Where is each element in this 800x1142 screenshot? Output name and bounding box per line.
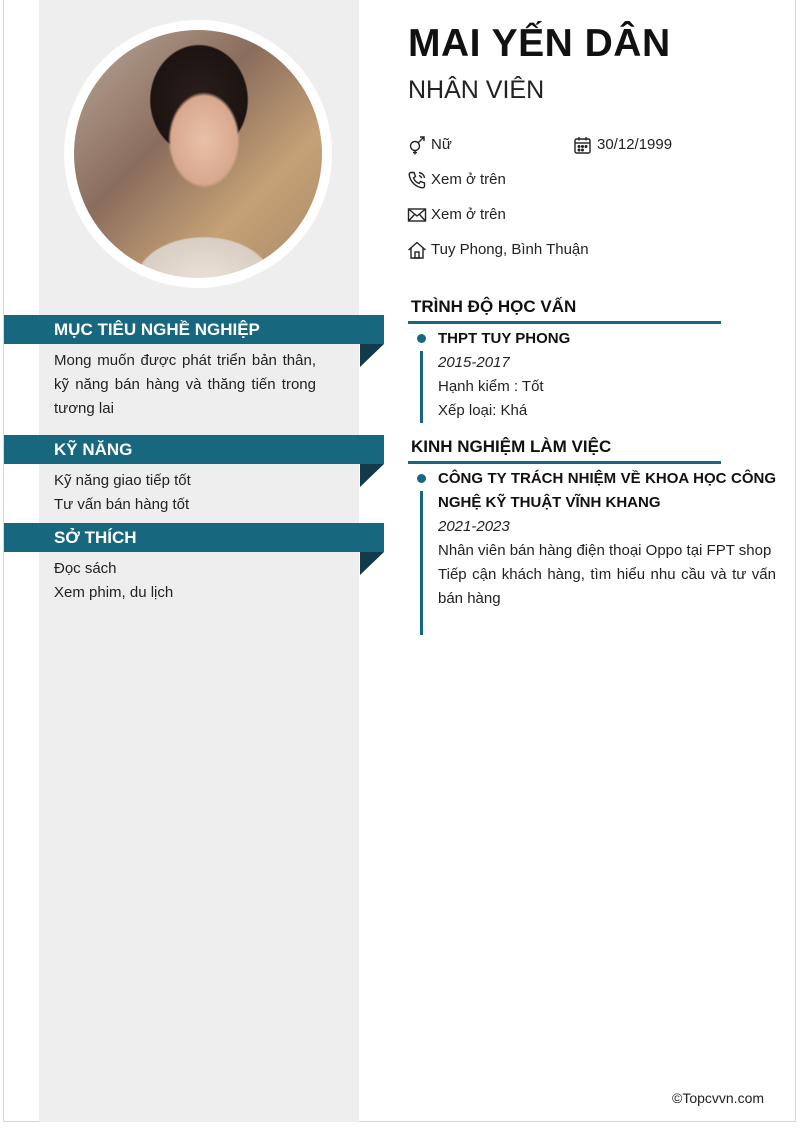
calendar-icon [573, 135, 593, 155]
phone-info [407, 169, 506, 191]
skill-item: Tư vấn bán hàng tốt [54, 496, 190, 513]
experience-divider [408, 461, 721, 464]
skills-ribbon-fold [360, 464, 384, 487]
education-divider [408, 321, 721, 324]
education-bullet [417, 334, 426, 343]
birthday-info [573, 134, 672, 156]
hobby-item: Xem phim, du lịch [54, 584, 174, 601]
objective-text: Mong muốn được phát triển bản thân, kỹ năng bán hàng và thăng tiến trong tương lai [54, 352, 316, 417]
envelope-icon [407, 205, 427, 225]
gender-icon [407, 135, 427, 155]
home-icon [407, 240, 427, 260]
gender-text: Nữ [431, 136, 452, 153]
address-info [407, 239, 589, 261]
skill-item: Kỹ năng giao tiếp tốt [54, 472, 191, 489]
candidate-name: MAI YẾN DÂN [408, 22, 671, 65]
watermark: ©Topcvvn.com [672, 1090, 765, 1106]
hobbies-ribbon-fold [360, 552, 384, 575]
hobby-item: Đọc sách [54, 560, 117, 577]
experience-detail: Tiếp cận khách hàng, tìm hiểu nhu cầu và tư vấn bán hàng [438, 566, 776, 607]
experience-detail: Nhân viên bán hàng điện thoại Oppo tại FPT shop [438, 542, 772, 559]
objective-ribbon-fold [360, 344, 384, 367]
phone-text: Xem ở trên [431, 171, 506, 188]
education-timeline-bar [420, 351, 423, 423]
avatar [74, 30, 322, 278]
company-name: CÔNG TY TRÁCH NHIỆM VỀ KHOA HỌC CÔNG NGHỆ KỸ THUẬT VĨNH KHANG [438, 470, 776, 511]
experience-heading: KINH NGHIỆM LÀM VIỆC [411, 437, 612, 456]
hobbies-heading: SỞ THÍCH [4, 523, 384, 552]
phone-icon [407, 170, 427, 190]
experience-period: 2021-2023 [438, 518, 510, 535]
address-text: Tuy Phong, Bình Thuận [431, 241, 589, 258]
experience-entry [438, 467, 776, 611]
gender-info [407, 134, 452, 156]
education-detail: Hạnh kiểm : Tốt [438, 378, 544, 395]
email-text: Xem ở trên [431, 206, 506, 223]
email-info [407, 204, 506, 226]
skills-heading: KỸ NĂNG [4, 435, 384, 464]
education-period: 2015-2017 [438, 354, 510, 371]
objective-heading: MỤC TIÊU NGHỀ NGHIỆP [4, 315, 384, 344]
school-name: THPT TUY PHONG [438, 330, 571, 347]
experience-timeline-bar [420, 491, 423, 635]
candidate-position: NHÂN VIÊN [408, 76, 545, 104]
education-heading: TRÌNH ĐỘ HỌC VẤN [411, 297, 577, 316]
education-entry [438, 327, 776, 423]
education-detail: Xếp loại: Khá [438, 402, 528, 419]
birthday-text: 30/12/1999 [597, 136, 673, 153]
experience-bullet [417, 474, 426, 483]
